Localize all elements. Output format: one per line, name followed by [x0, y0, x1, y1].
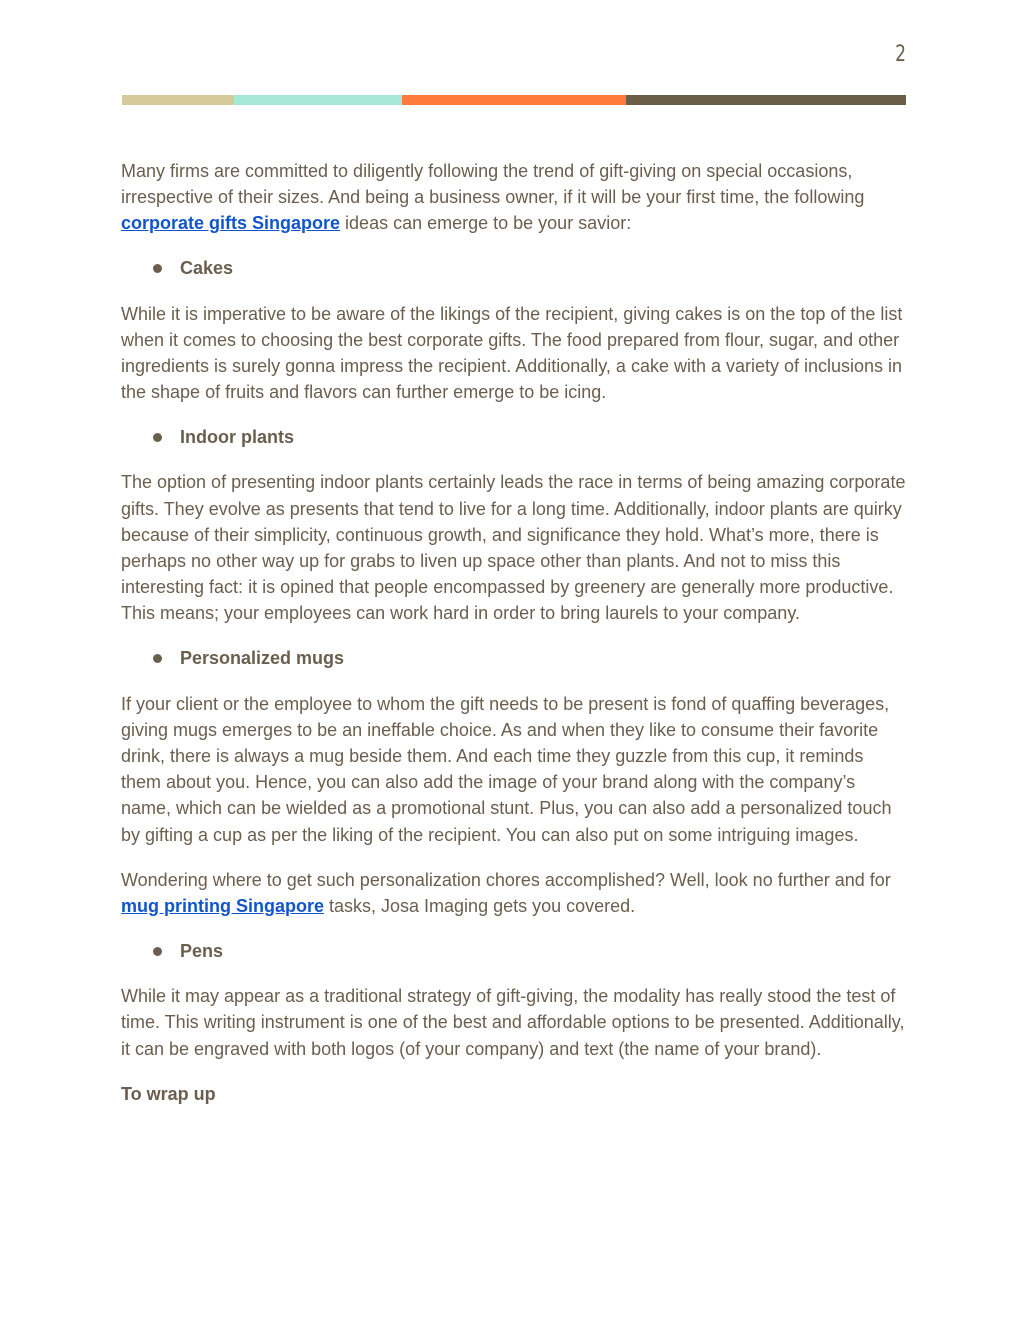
- bullet-indoor-plants: [121, 424, 907, 450]
- bullet-label-personalized-mugs: Personalized mugs: [180, 648, 345, 669]
- bullet-dot-icon: [153, 654, 162, 663]
- bullet-label-pens: Pens: [180, 940, 224, 961]
- color-bar-segment-1: [122, 95, 234, 105]
- corporate-gifts-link[interactable]: corporate gifts Singapore: [121, 213, 341, 234]
- document-body: [121, 158, 907, 1107]
- mugs-paragraph: If your client or the employee to whom the gift needs to be present is fond of quaffing beverages, giving mugs emerges to be an ineffable choice. As and when they like to consume their favorite drink, there is always a mug beside them. And each time they guzzle from this cup, it reminds them about you. Hence, you can also add the image of your brand along with the company’s name, which can be wielded as a promotional stunt. Plus, you can also add a personalized touch by gifting a cup as per the liking of the recipient. You can also put on some intriguing images.: [121, 693, 892, 845]
- bullet-pens: [121, 938, 907, 964]
- mug-printing-link[interactable]: mug printing Singapore: [121, 896, 324, 917]
- color-bar-segment-2: [234, 95, 402, 105]
- bullet-label-indoor-plants: Indoor plants: [180, 426, 294, 447]
- plants-paragraph: The option of presenting indoor plants certainly leads the race in terms of being amazing corporate gifts. They evolve as presents that tend to live for a long time. Additionally, indoor plants are quirky because of their simplicity, continuous growth, and significance they hold. What’s more, there is perhaps no other way up for grabs to liven up space other than plants. And not to miss this interesting fact: it is opined that people encompassed by greenery are generally more productive. This means; your employees can work hard in order to bring laurels to your company.: [121, 472, 906, 624]
- bullet-personalized-mugs: [121, 646, 907, 672]
- intro-text-before: Many firms are committed to diligently following the trend of gift-giving on special occasions, irrespective of their sizes. And being a business owner, if it will be your first time, the following: [121, 161, 865, 208]
- bullet-dot-icon: [153, 264, 162, 273]
- intro-text-after: ideas can emerge to be your savior:: [340, 213, 632, 234]
- cakes-paragraph: While it is imperative to be aware of the likings of the recipient, giving cakes is on the top of the list when it comes to choosing the best corporate gifts. The food prepared from flour, sugar, and other ingredients is surely gonna impress the recipient. Additionally, a cake with a variety of inclusions in the shape of fruits and flavors can further emerge to be icing.: [121, 303, 903, 403]
- color-bar-segment-3: [402, 95, 626, 105]
- bullet-cakes: [121, 256, 907, 282]
- bullet-dot-icon: [153, 433, 162, 442]
- bullet-label-cakes: Cakes: [180, 258, 234, 279]
- page-number: 2: [895, 42, 906, 67]
- pens-paragraph: While it may appear as a traditional strategy of gift-giving, the modality has really stood the test of time. This writing instrument is one of the best and affordable options to be presented. Additionally, it can be engraved with both logos (of your company) and text (the name of your brand).: [121, 986, 905, 1059]
- wrap-up-heading: To wrap up: [121, 1083, 216, 1104]
- mugs-followup-before: Wondering where to get such personalization chores accomplished? Well, look no further and for: [121, 869, 891, 890]
- header-color-bar: [122, 95, 906, 105]
- mugs-followup-after: tasks, Josa Imaging gets you covered.: [324, 896, 636, 917]
- mugs-followup-paragraph: [121, 867, 907, 919]
- color-bar-segment-4: [626, 95, 906, 105]
- bullet-dot-icon: [153, 947, 162, 956]
- intro-paragraph: [121, 158, 907, 237]
